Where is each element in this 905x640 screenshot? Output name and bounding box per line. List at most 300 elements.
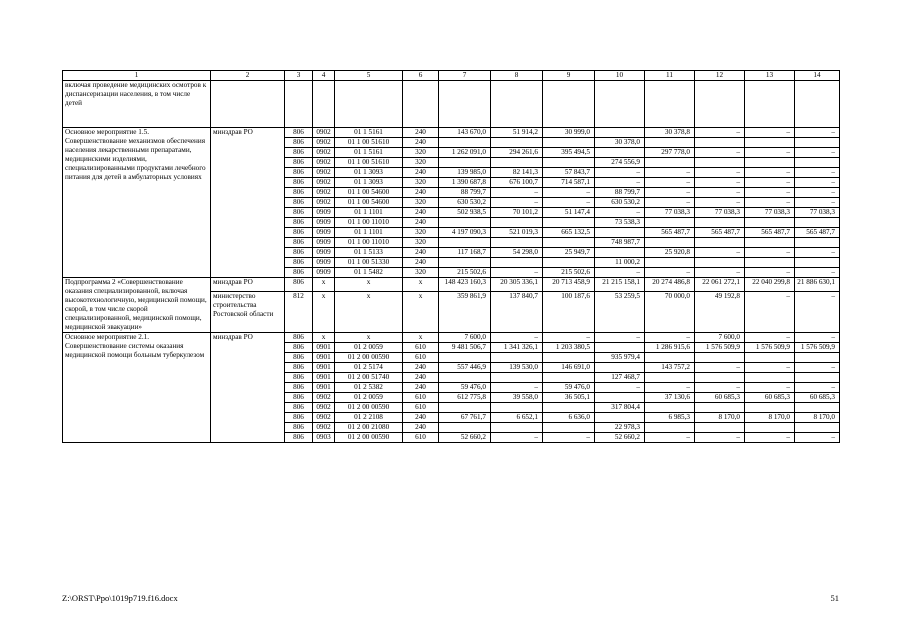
table-cell: 6 985,3 <box>645 413 695 423</box>
table-cell: 0902 <box>313 403 335 413</box>
table-cell: 8 170,0 <box>745 413 795 423</box>
table-cell: 36 505,1 <box>543 393 595 403</box>
table-cell <box>595 248 645 258</box>
table-cell: 806 <box>285 258 313 268</box>
table-cell: 240 <box>403 413 439 423</box>
table-cell <box>695 353 745 363</box>
table-cell <box>745 218 795 228</box>
table-cell <box>645 403 695 413</box>
table-cell: 21 215 158,1 <box>595 278 645 292</box>
table-cell: 806 <box>285 363 313 373</box>
table-cell: 77 038,3 <box>795 208 840 218</box>
table-cell: 610 <box>403 353 439 363</box>
table-cell <box>543 218 595 228</box>
column-number: 9 <box>543 71 595 81</box>
table-cell <box>695 373 745 383</box>
table-cell <box>491 258 543 268</box>
table-cell <box>595 148 645 158</box>
table-cell: 01 1 00 51610 <box>335 158 403 168</box>
table-cell: 7 600,0 <box>695 333 745 343</box>
table-cell: 01 1 3093 <box>335 168 403 178</box>
table-cell: 67 761,7 <box>439 413 491 423</box>
table-cell: – <box>745 128 795 138</box>
table-cell <box>745 258 795 268</box>
column-number: 11 <box>645 71 695 81</box>
table-cell: – <box>795 248 840 258</box>
table-cell: 714 587,1 <box>543 178 595 188</box>
table-cell: 806 <box>285 238 313 248</box>
continuation-text: включая проведение медицинских осмотров к диспансеризации населения, в том числе детей <box>63 81 211 128</box>
table-cell: – <box>543 433 595 443</box>
table-cell: 0901 <box>313 383 335 393</box>
table-cell: 01 1 00 11010 <box>335 218 403 228</box>
table-cell: х <box>335 278 403 292</box>
table-cell: 88 799,7 <box>595 188 645 198</box>
table-cell: 01 2 00 00590 <box>335 403 403 413</box>
table-cell <box>695 138 745 148</box>
table-cell: – <box>695 188 745 198</box>
table-cell: – <box>695 178 745 188</box>
table-cell: 612 775,8 <box>439 393 491 403</box>
table-cell: 240 <box>403 218 439 228</box>
table-cell: 806 <box>285 333 313 343</box>
table-cell: – <box>645 178 695 188</box>
table-cell <box>439 373 491 383</box>
table-cell: – <box>595 333 645 343</box>
table-cell: 143 670,0 <box>439 128 491 138</box>
table-cell: 11 000,2 <box>595 258 645 268</box>
table-cell: 148 423 160,3 <box>439 278 491 292</box>
table-cell: 01 1 00 54600 <box>335 188 403 198</box>
table-cell: – <box>745 292 795 333</box>
table-cell: – <box>795 178 840 188</box>
table-cell: 0902 <box>313 423 335 433</box>
table-cell: – <box>543 198 595 208</box>
table-cell: – <box>645 198 695 208</box>
table-cell: 25 920,8 <box>645 248 695 258</box>
table-cell <box>645 423 695 433</box>
table-cell: 320 <box>403 198 439 208</box>
column-number: 7 <box>439 71 491 81</box>
column-number: 5 <box>335 71 403 81</box>
table-cell: 359 861,9 <box>439 292 491 333</box>
table-cell: 502 938,5 <box>439 208 491 218</box>
table-cell: 1 576 509,9 <box>745 343 795 353</box>
table-cell: 0902 <box>313 413 335 423</box>
table-cell: 77 038,3 <box>745 208 795 218</box>
table-cell: – <box>595 268 645 278</box>
table-cell: 240 <box>403 383 439 393</box>
table-cell: 0901 <box>313 363 335 373</box>
table-cell: 77 038,3 <box>645 208 695 218</box>
table-cell: 127 468,7 <box>595 373 645 383</box>
table-cell: 806 <box>285 268 313 278</box>
measure-name: Основное мероприятие 2.1. Совершенствование системы оказания медицинской помощи больным туберкулезом <box>63 333 211 443</box>
table-cell: – <box>645 188 695 198</box>
table-cell: – <box>745 363 795 373</box>
column-number: 3 <box>285 71 313 81</box>
table-cell: 139 985,0 <box>439 168 491 178</box>
table-cell: 0901 <box>313 353 335 363</box>
table-cell: 935 979,4 <box>595 353 645 363</box>
column-number: 6 <box>403 71 439 81</box>
table-cell <box>595 363 645 373</box>
table-cell: 240 <box>403 363 439 373</box>
table-cell <box>595 128 645 138</box>
table-cell <box>745 353 795 363</box>
table-cell: 806 <box>285 228 313 238</box>
table-cell: 240 <box>403 208 439 218</box>
table-cell: х <box>403 278 439 292</box>
table-cell: 806 <box>285 128 313 138</box>
table-cell: – <box>795 292 840 333</box>
table-cell <box>595 393 645 403</box>
table-cell: – <box>595 383 645 393</box>
table-cell <box>543 403 595 413</box>
table-cell <box>695 423 745 433</box>
table-cell: – <box>745 148 795 158</box>
table-cell <box>645 373 695 383</box>
table-cell: – <box>491 433 543 443</box>
table-cell: 240 <box>403 168 439 178</box>
table-cell: 37 130,6 <box>645 393 695 403</box>
table-cell: – <box>745 188 795 198</box>
table-cell: – <box>491 333 543 343</box>
table-cell: – <box>491 268 543 278</box>
table-cell: – <box>543 333 595 343</box>
table-cell <box>543 238 595 248</box>
table-cell: 01 2 0059 <box>335 393 403 403</box>
table-cell <box>745 403 795 413</box>
footer-file-path: Z:\ORST\Ppo\1019p719.f16.docx <box>62 593 178 603</box>
table-cell: 0903 <box>313 433 335 443</box>
table-cell: – <box>695 383 745 393</box>
table-cell: 0902 <box>313 188 335 198</box>
table-cell: – <box>491 188 543 198</box>
column-number: 14 <box>795 71 840 81</box>
table-cell <box>795 403 840 413</box>
table-cell: х <box>335 292 403 333</box>
table-cell: 01 1 5161 <box>335 128 403 138</box>
table-cell: 806 <box>285 248 313 258</box>
table-cell: х <box>403 292 439 333</box>
column-number: 12 <box>695 71 745 81</box>
table-cell: 59 476,0 <box>439 383 491 393</box>
executor: минздрав РО <box>211 128 285 278</box>
table-cell: 01 2 0059 <box>335 343 403 353</box>
table-cell: – <box>795 188 840 198</box>
table-cell <box>595 413 645 423</box>
table-cell: 0909 <box>313 228 335 238</box>
table-cell: – <box>695 248 745 258</box>
table-cell: 01 1 1101 <box>335 228 403 238</box>
table-cell <box>795 218 840 228</box>
table-cell: – <box>745 433 795 443</box>
table-cell: 51 914,2 <box>491 128 543 138</box>
table-cell: 01 2 5174 <box>335 363 403 373</box>
table-cell: 4 197 090,3 <box>439 228 491 238</box>
measure-name: Подпрограмма 2 «Совершенствование оказания специализированной, включая высокотехнологичную, медицинской помощи, скорой, в том числе скорой специализированной, медицинской помощи, медицинской эвакуации» <box>63 278 211 333</box>
table-cell: 0909 <box>313 218 335 228</box>
table-cell <box>695 238 745 248</box>
table-cell: 137 840,7 <box>491 292 543 333</box>
table-cell <box>695 158 745 168</box>
table-cell: 806 <box>285 208 313 218</box>
table-cell <box>543 258 595 268</box>
table-cell: 240 <box>403 423 439 433</box>
table-cell: 215 502,6 <box>439 268 491 278</box>
table-cell: 0902 <box>313 138 335 148</box>
table-cell: – <box>491 383 543 393</box>
table-cell: 01 1 00 51610 <box>335 138 403 148</box>
table-cell: 146 691,0 <box>543 363 595 373</box>
table-cell: 9 481 506,7 <box>439 343 491 353</box>
table-cell: 139 530,0 <box>491 363 543 373</box>
table-cell: 806 <box>285 278 313 292</box>
table-cell: 01 1 00 11010 <box>335 238 403 248</box>
table-cell: 60 685,3 <box>695 393 745 403</box>
table-cell: – <box>795 128 840 138</box>
table-cell <box>645 238 695 248</box>
table-cell <box>645 138 695 148</box>
table-cell: 610 <box>403 343 439 353</box>
table-cell <box>491 218 543 228</box>
table-cell: 01 1 00 51330 <box>335 258 403 268</box>
table-cell: 806 <box>285 168 313 178</box>
table-cell: – <box>695 198 745 208</box>
table-cell: 22 040 299,8 <box>745 278 795 292</box>
table-cell: 22 061 272,1 <box>695 278 745 292</box>
table-cell: 30 378,0 <box>595 138 645 148</box>
table-cell: 320 <box>403 158 439 168</box>
table-cell: 274 556,9 <box>595 158 645 168</box>
table-cell: 806 <box>285 383 313 393</box>
table-cell: 01 2 5382 <box>335 383 403 393</box>
table-cell <box>491 353 543 363</box>
table-cell: – <box>695 168 745 178</box>
column-number: 4 <box>313 71 335 81</box>
table-cell <box>745 373 795 383</box>
table-cell: 0901 <box>313 343 335 353</box>
table-cell: 215 502,6 <box>543 268 595 278</box>
table-cell: 1 576 509,9 <box>695 343 745 353</box>
table-cell <box>491 158 543 168</box>
table-cell: 0909 <box>313 248 335 258</box>
table-cell: 1 576 509,9 <box>795 343 840 353</box>
table-cell <box>795 138 840 148</box>
table-cell: – <box>795 268 840 278</box>
table-cell <box>745 423 795 433</box>
table-cell: – <box>695 128 745 138</box>
table-cell: 630 530,2 <box>595 198 645 208</box>
table-cell: 806 <box>285 413 313 423</box>
executor: минздрав РО <box>211 278 285 292</box>
table-row <box>63 278 840 292</box>
table-cell: 53 259,5 <box>595 292 645 333</box>
table-cell: 806 <box>285 178 313 188</box>
table-cell: 565 487,7 <box>745 228 795 238</box>
table-cell: 54 298,0 <box>491 248 543 258</box>
table-cell: 630 530,2 <box>439 198 491 208</box>
table-cell: 0902 <box>313 158 335 168</box>
table-cell <box>439 353 491 363</box>
table-cell <box>439 138 491 148</box>
table-cell: 0902 <box>313 168 335 178</box>
table-cell: – <box>745 333 795 343</box>
table-cell <box>543 353 595 363</box>
table-cell: х <box>313 333 335 343</box>
table-cell: 806 <box>285 423 313 433</box>
table-cell <box>795 353 840 363</box>
table-row <box>63 128 840 138</box>
table-cell: 297 778,0 <box>645 148 695 158</box>
table-cell: – <box>795 168 840 178</box>
table-cell: 117 168,7 <box>439 248 491 258</box>
table-cell: – <box>795 363 840 373</box>
table-cell: 521 019,3 <box>491 228 543 238</box>
table-cell: 0902 <box>313 198 335 208</box>
table-cell: – <box>745 248 795 258</box>
table-cell: 748 987,7 <box>595 238 645 248</box>
table-cell: 1 262 091,0 <box>439 148 491 158</box>
table-cell <box>543 138 595 148</box>
table-cell <box>745 238 795 248</box>
table-cell: 806 <box>285 403 313 413</box>
table-cell: 806 <box>285 393 313 403</box>
table-cell: 52 660,2 <box>595 433 645 443</box>
table-cell <box>645 218 695 228</box>
table-cell: х <box>313 292 335 333</box>
table-cell: 88 799,7 <box>439 188 491 198</box>
table-cell: 21 886 630,1 <box>795 278 840 292</box>
table-cell: 20 713 458,9 <box>543 278 595 292</box>
table-cell: 01 1 1101 <box>335 208 403 218</box>
table-cell: – <box>695 148 745 158</box>
table-cell: 01 2 00 51740 <box>335 373 403 383</box>
table-cell: 59 476,0 <box>543 383 595 393</box>
table-cell <box>439 158 491 168</box>
table-cell: 665 132,5 <box>543 228 595 238</box>
table-cell: – <box>745 168 795 178</box>
executor: министерство строительства Ростовской области <box>211 292 285 333</box>
table-cell <box>439 218 491 228</box>
table-cell: 320 <box>403 268 439 278</box>
table-cell: 01 2 2108 <box>335 413 403 423</box>
table-cell <box>543 373 595 383</box>
table-cell <box>491 138 543 148</box>
table-cell: 806 <box>285 343 313 353</box>
table-cell: 60 685,3 <box>795 393 840 403</box>
table-cell <box>595 343 645 353</box>
column-number: 10 <box>595 71 645 81</box>
table-cell: х <box>403 333 439 343</box>
table-cell: – <box>645 383 695 393</box>
table-cell: 806 <box>285 188 313 198</box>
column-number: 2 <box>211 71 285 81</box>
table-cell: 01 1 5482 <box>335 268 403 278</box>
table-cell: 317 804,4 <box>595 403 645 413</box>
table-cell: 806 <box>285 198 313 208</box>
table-cell: 240 <box>403 248 439 258</box>
table-cell: 49 192,8 <box>695 292 745 333</box>
table-cell: – <box>695 433 745 443</box>
column-number: 1 <box>63 71 211 81</box>
table-cell: 294 261,6 <box>491 148 543 158</box>
table-cell: – <box>645 168 695 178</box>
table-cell <box>439 238 491 248</box>
table-cell <box>543 158 595 168</box>
table-cell <box>695 258 745 268</box>
table-cell: 676 100,7 <box>491 178 543 188</box>
table-cell: 82 141,3 <box>491 168 543 178</box>
table-cell: 70 000,0 <box>645 292 695 333</box>
table-cell: – <box>795 333 840 343</box>
table-cell: 565 487,7 <box>695 228 745 238</box>
table-cell: 73 538,3 <box>595 218 645 228</box>
table-cell: 240 <box>403 128 439 138</box>
table-cell: 806 <box>285 353 313 363</box>
table-cell: 52 660,2 <box>439 433 491 443</box>
table-cell: 143 757,2 <box>645 363 695 373</box>
table-cell: – <box>745 383 795 393</box>
table-cell: 70 101,2 <box>491 208 543 218</box>
table-cell: 806 <box>285 138 313 148</box>
table-cell <box>543 423 595 433</box>
table-cell <box>439 423 491 433</box>
table-cell: 395 494,5 <box>543 148 595 158</box>
table-cell: 806 <box>285 373 313 383</box>
table-cell: 30 378,8 <box>645 128 695 138</box>
table-cell: – <box>695 268 745 278</box>
table-cell: 806 <box>285 433 313 443</box>
table-cell: х <box>335 333 403 343</box>
table-cell <box>645 258 695 268</box>
table-cell <box>491 423 543 433</box>
executor: минздрав РО <box>211 333 285 443</box>
table-cell: 0902 <box>313 178 335 188</box>
table-cell: 1 203 380,5 <box>543 343 595 353</box>
table-cell <box>645 353 695 363</box>
table-cell: 100 187,6 <box>543 292 595 333</box>
table-cell: 7 600,0 <box>439 333 491 343</box>
table-cell: 610 <box>403 403 439 413</box>
table-cell: 0901 <box>313 373 335 383</box>
table-cell: 20 305 336,1 <box>491 278 543 292</box>
table-cell: – <box>595 178 645 188</box>
table-cell: – <box>595 168 645 178</box>
table-cell <box>745 138 795 148</box>
budget-table <box>62 70 840 443</box>
table-cell <box>795 238 840 248</box>
table-cell: 01 1 3093 <box>335 178 403 188</box>
table-cell: 1 341 326,1 <box>491 343 543 353</box>
table-cell: 812 <box>285 292 313 333</box>
table-cell: 240 <box>403 258 439 268</box>
table-cell: 60 685,3 <box>745 393 795 403</box>
table-cell: 806 <box>285 148 313 158</box>
table-cell: 8 170,0 <box>795 413 840 423</box>
table-cell: – <box>745 178 795 188</box>
column-number: 13 <box>745 71 795 81</box>
table-row <box>63 333 840 343</box>
table-cell: 240 <box>403 188 439 198</box>
table-cell: 22 978,3 <box>595 423 645 433</box>
table-cell: 01 1 5161 <box>335 148 403 158</box>
table-cell: – <box>795 383 840 393</box>
table-cell: 240 <box>403 373 439 383</box>
table-cell <box>795 258 840 268</box>
column-number: 8 <box>491 71 543 81</box>
